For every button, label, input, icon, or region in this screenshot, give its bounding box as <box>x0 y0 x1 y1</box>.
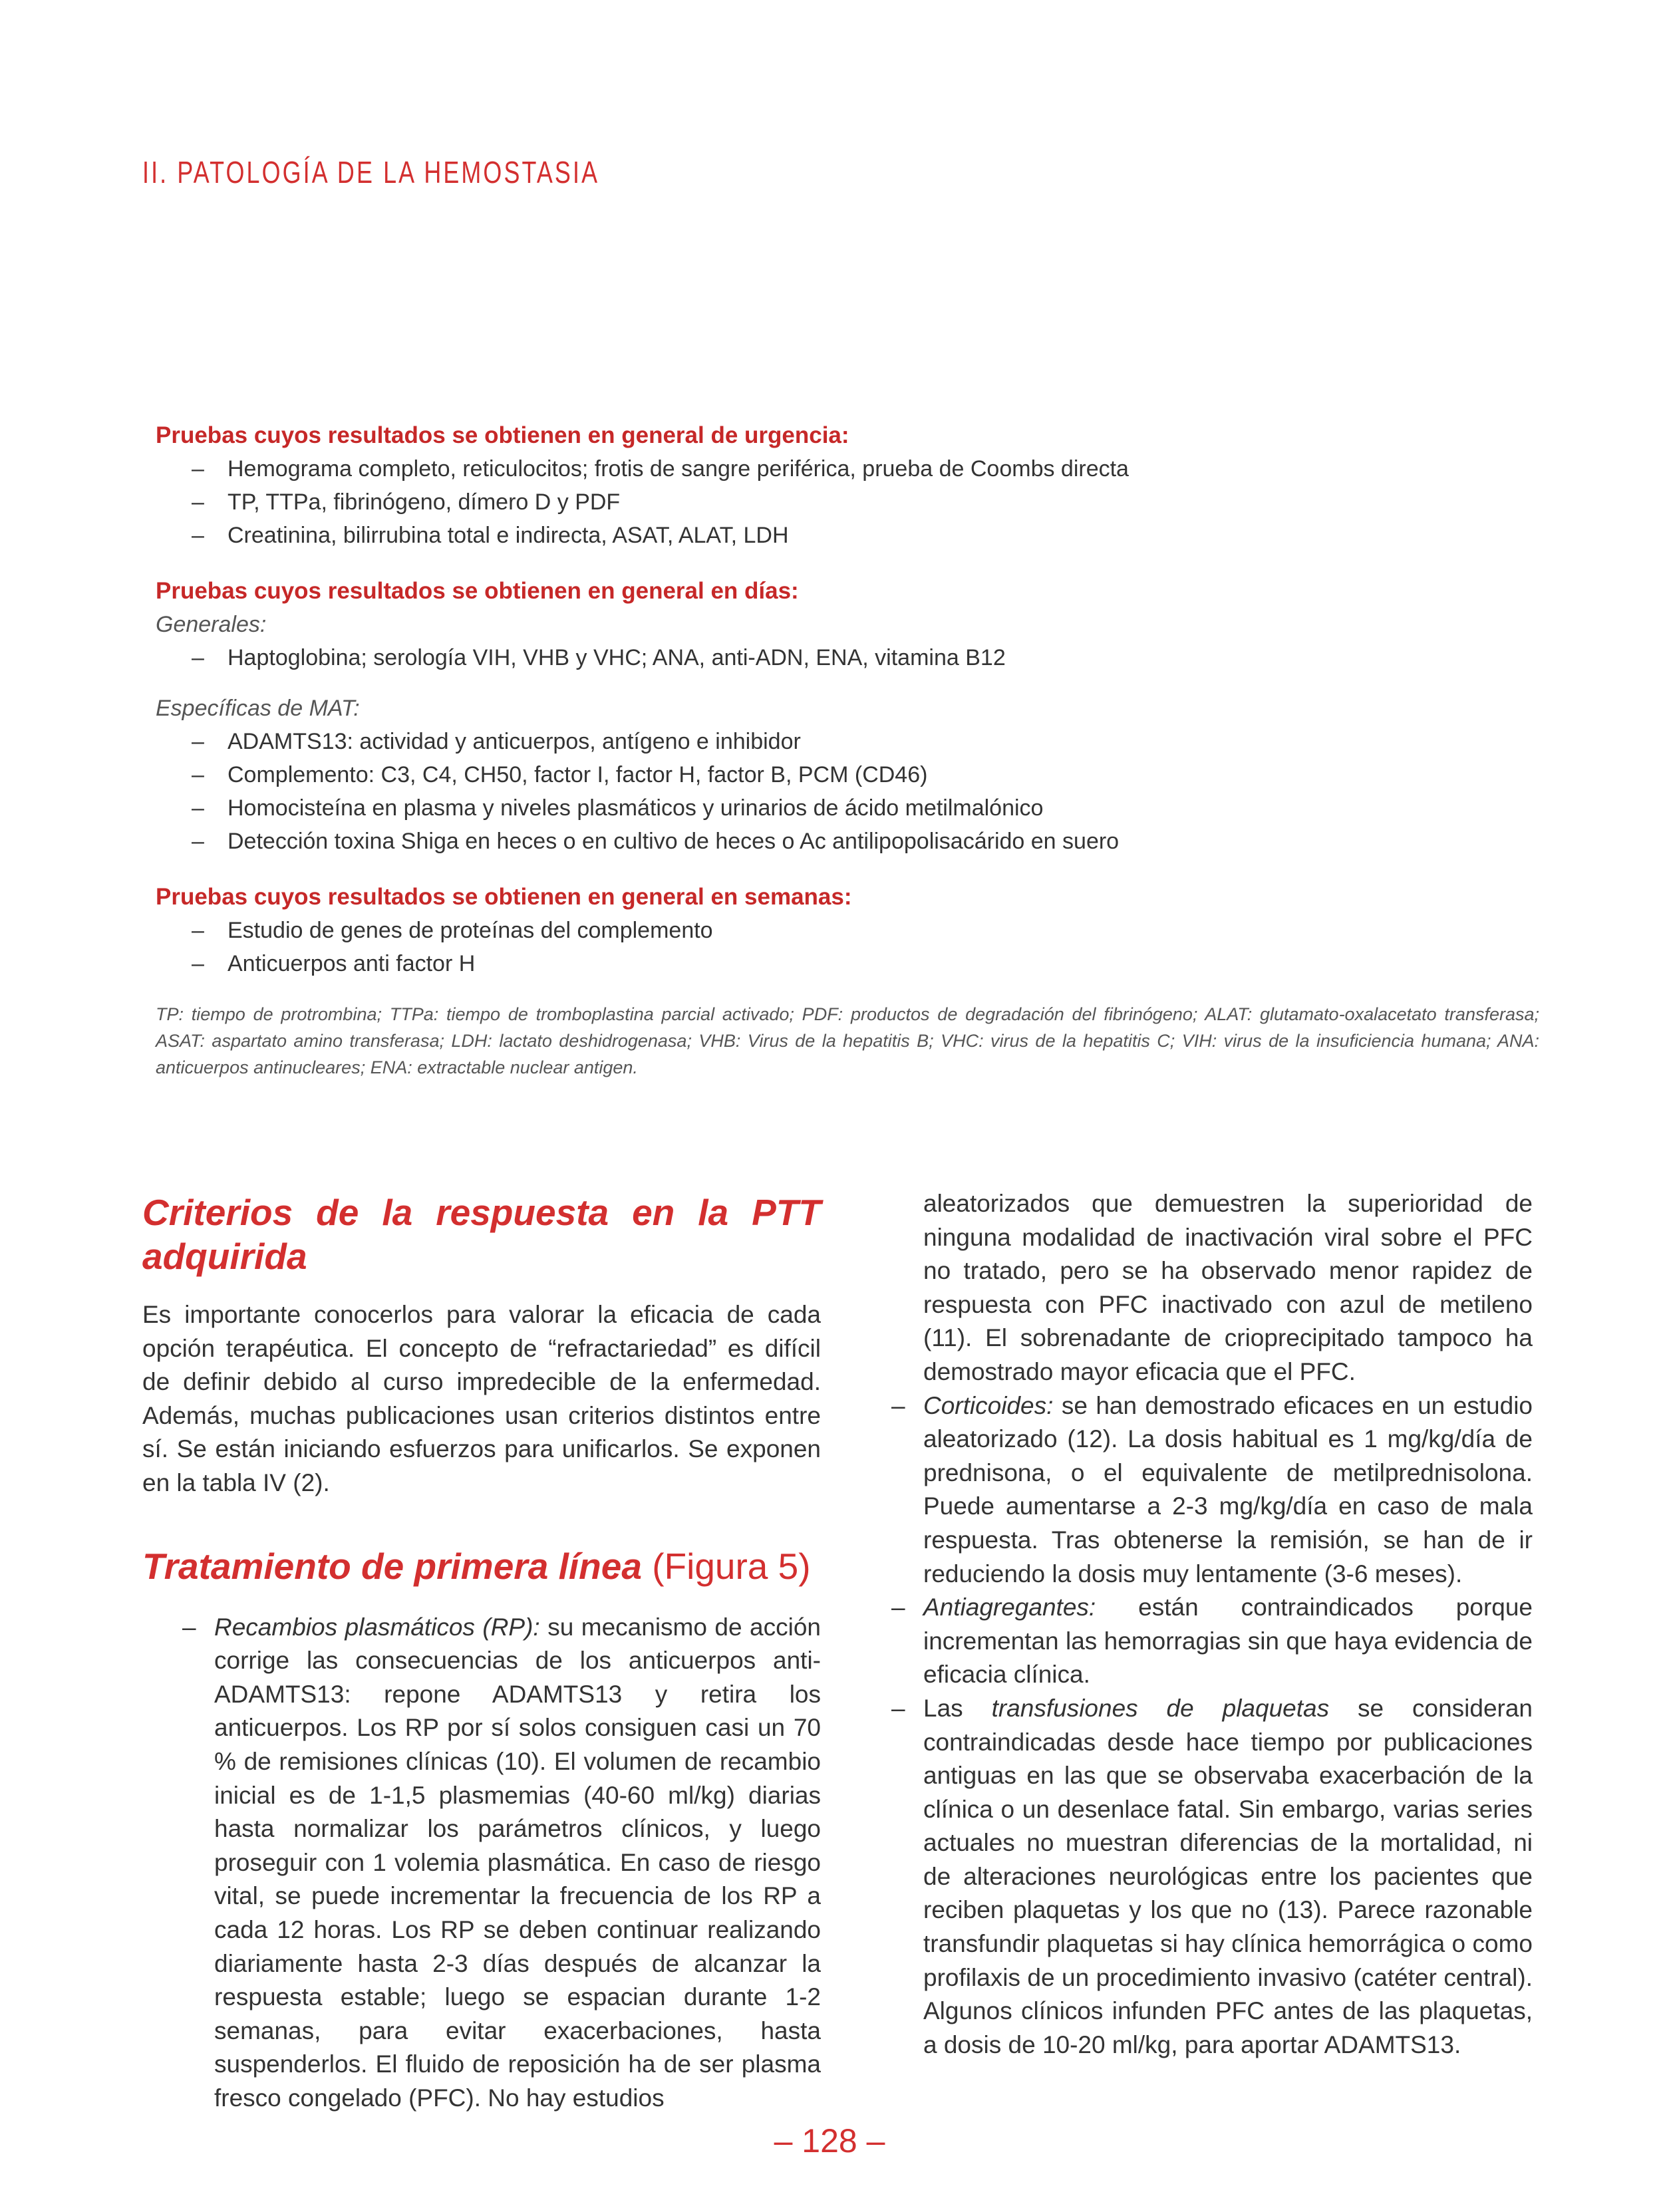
weeks-tests-title: Pruebas cuyos resultados se obtienen en general en semanas: <box>156 884 852 910</box>
page-number: – 128 – <box>774 2122 885 2159</box>
text: se han demostrado eficaces en un estudio aleatorizado (12). La dosis habitual es 1 mg/kg/día de prednisona, o el equivalente de metilprednisolona. Puede aumentarse a 2-3 mg/kg/día en caso de mala respuesta. Tras obtenerse la remisión, se han de ir reduciendo la dosis muy lentamente (3-6 meses). <box>923 1391 1533 1588</box>
list-item: – Detección toxina Shiga en heces o en cultivo de heces o Ac antilipopolisacárido en suero <box>192 825 1539 858</box>
figure-ref: (Figura 5) <box>652 1545 811 1587</box>
list-item: – Estudio de genes de proteínas del complemento <box>192 914 1539 947</box>
tests-table <box>156 419 1539 980</box>
list-item-corticoids <box>891 1389 1533 1591</box>
section-heading-treatment <box>142 1544 821 1588</box>
list-item: – Creatinina, bilirrubina total e indirecta, ASAT, ALAT, LDH <box>192 519 1539 552</box>
list-item-antiplatelets <box>891 1591 1533 1692</box>
list-item: – Anticuerpos anti factor H <box>192 947 1539 980</box>
urgent-tests-title: Pruebas cuyos resultados se obtienen en general de urgencia: <box>156 422 849 448</box>
term: Corticoides: <box>923 1391 1054 1419</box>
general-label: Generales: <box>156 612 267 637</box>
list-item: – TP, TTPa, fibrinógeno, dímero D y PDF <box>192 485 1539 519</box>
text: están contraindicados porque incrementan las hemorragias sin que haya evidencia de eficacia clínica. <box>923 1593 1533 1689</box>
specific-label: Específicas de MAT: <box>156 696 360 721</box>
general-tests-list <box>156 641 1539 674</box>
text: se consideran contraindicadas desde hace tiempo por publicaciones antiguas en las que se observaba exacerbación de la clínica o un desenlace fatal. Sin embargo, varias series actuales no muestran diferencias de la mortalidad, ni de alteraciones neurológicas entre los pacientes que reciben plaquetas y los que no (13). Parece razonable transfundir plaquetas si hay clínica hemorrágica o como profilaxis de un procedimiento invasivo (catéter central). Algunos clínicos infunden PFC antes de las plaquetas, a dosis de 10-20 ml/kg, para aportar ADAMTS13. <box>923 1694 1533 2058</box>
specific-tests-list <box>156 725 1539 858</box>
list-item: – ADAMTS13: actividad y anticuerpos, antígeno e inhibidor <box>192 725 1539 758</box>
term: Antiagregantes: <box>923 1593 1096 1621</box>
text: su mecanismo de acción corrige las consecuencias de los anticuerpos anti-ADAMTS13: repone ADAMTS13 y retira los anticuerpos. Los RP por sí solos consiguen casi un 70 % de remisiones clínicas (10). El volumen de recambio inicial es de 1-1,5 plasmemias (40-60 ml/kg) diarias hasta normalizar los parámetros clínicos, y luego proseguir con 1 volemia plasmática. En caso de riesgo vital, se puede incrementar la frecuencia de los RP a cada 12 horas. Los RP se deben continuar realizando diariamente hasta 2-3 días después de alcanzar la respuesta estable; luego se espacian durante 1-2 semanas, para evitar exacerbaciones, hasta suspenderlos. El fluido de reposición ha de ser plasma fresco congelado (PFC). No hay estudios <box>214 1613 822 2112</box>
list-item-plasma-exchange <box>182 1611 821 2116</box>
treatment-list-continued <box>891 1389 1533 2062</box>
criteria-paragraph: Es importante conocerlos para valorar la eficacia de cada opción terapéutica. El concepto de “refractariedad” es difícil de definir debido al curso impredecible de la enfermedad. Además, muchas publicaciones usan criterios distintos entre sí. Se están iniciando esfuerzos para unificarlos. Se exponen en la tabla IV (2). <box>142 1301 821 1496</box>
list-item: – Haptoglobina; serología VIH, VHB y VHC; ANA, anti-ADN, ENA, vitamina B12 <box>192 641 1539 674</box>
list-item: – Hemograma completo, reticulocitos; frotis de sangre periférica, prueba de Coombs directa <box>192 452 1539 485</box>
continued-paragraph: aleatorizados que demuestren la superioridad de ninguna modalidad de inactivación viral sobre el PFC no tratado, pero se ha observado menor rapidez de respuesta con PFC inactivado con azul de metileno (11). El sobrenadante de crioprecipitado tampoco ha demostrado mayor eficacia que el PFC. <box>923 1190 1533 1385</box>
section-heading-criteria: Criterios de la respuesta en la PTT adquirida <box>142 1192 821 1277</box>
left-column <box>142 1190 821 2115</box>
list-item-platelet-transfusion <box>891 1692 1533 2062</box>
text-pre: Las <box>923 1694 963 1722</box>
heading-main: Tratamiento de primera línea <box>142 1545 642 1587</box>
weeks-tests-list <box>156 914 1539 980</box>
days-tests-title: Pruebas cuyos resultados se obtienen en general en días: <box>156 578 799 604</box>
urgent-tests-list <box>156 452 1539 552</box>
list-item: – Homocisteína en plasma y niveles plasmáticos y urinarios de ácido metilmalónico <box>192 791 1539 825</box>
running-header: II. PATOLOGÍA DE LA HEMOSTASIA <box>142 155 600 190</box>
treatment-list <box>142 1611 821 2116</box>
right-column <box>891 1187 1533 2062</box>
list-item: – Complemento: C3, C4, CH50, factor I, factor H, factor B, PCM (CD46) <box>192 758 1539 791</box>
table-footnote: TP: tiempo de protrombina; TTPa: tiempo de tromboplastina parcial activado; PDF: productos de degradación del fibrinógeno; ALAT: glutamato-oxalacetato transferasa; ASAT: aspartato amino transferasa; LDH: lactato deshidrogenasa; VHB: Virus de la hepatitis B; VHC: virus de la hepatitis C; VIH: virus de la insuficiencia humana; ANA: anticuerpos antinucleares; ENA: extractable nuclear antigen. <box>156 1004 1539 1077</box>
term: Recambios plasmáticos (RP): <box>214 1613 540 1641</box>
term: transfusiones de plaquetas <box>991 1694 1330 1722</box>
